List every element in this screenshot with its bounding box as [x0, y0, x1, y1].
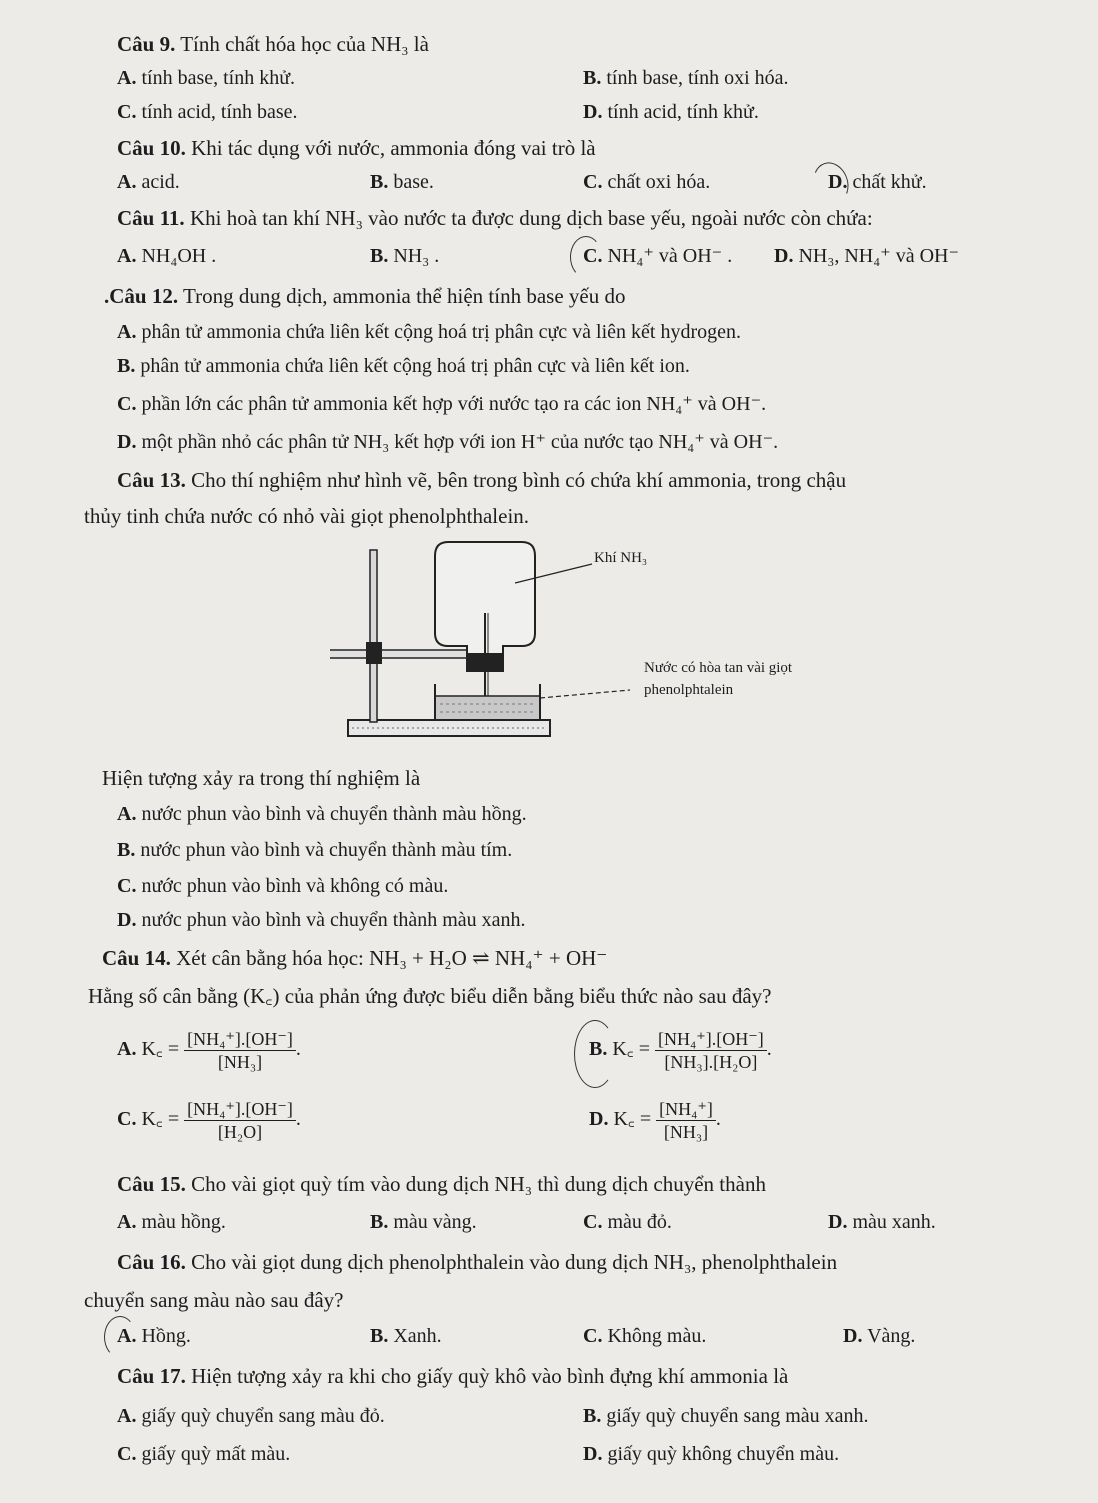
- water-label-line1: Nước có hòa tan vài giọt: [644, 660, 793, 676]
- q14-option-b[interactable]: B. K꜀ = $\frac{\text{[NH₄⁺].[OH⁻]}}{\text{[NH₃].[H₂O]}}$ .: [589, 1029, 772, 1072]
- q9-option-a[interactable]: [117, 64, 295, 92]
- q11-option-d[interactable]: [774, 242, 959, 270]
- fraction-denominator: [H₂O]: [217, 1122, 263, 1142]
- q9-option-d[interactable]: [583, 98, 759, 126]
- option-label: C.: [583, 245, 603, 267]
- question-12-title: .Câu 12.: [104, 284, 179, 308]
- option-label: B.: [370, 171, 389, 193]
- question-17-title: Câu 17.: [117, 1364, 186, 1388]
- option-label: B.: [370, 245, 389, 267]
- option-label: C.: [583, 1325, 603, 1347]
- q15-option-d[interactable]: [828, 1208, 936, 1236]
- question-17: [117, 1362, 788, 1390]
- option-text: phần lớn các phân tử ammonia kết hợp với nước tạo ra các ion NH₄⁺ và OH⁻.: [141, 393, 767, 415]
- option-label: B.: [589, 1038, 608, 1061]
- option-text: Hồng.: [141, 1325, 191, 1347]
- question-16-text-line1: Cho vài giọt dung dịch phenolphthalein vào dung dịch NH₃, phenolphthalein: [191, 1250, 838, 1274]
- question-10-text: Khi tác dụng với nước, ammonia đóng vai trò là: [191, 136, 596, 160]
- option-text: nước phun vào bình và chuyển thành màu tím.: [140, 839, 513, 861]
- experiment-figure: [330, 538, 830, 748]
- option-text: nước phun vào bình và chuyển thành màu xanh.: [141, 909, 526, 931]
- q17-option-d[interactable]: [583, 1440, 839, 1468]
- question-9-title: Câu 9.: [117, 32, 176, 56]
- option-label: D.: [583, 101, 603, 123]
- q12-option-c[interactable]: [117, 390, 766, 418]
- option-label: D.: [117, 909, 137, 931]
- q9-option-c[interactable]: [117, 98, 298, 126]
- option-fraction: [655, 1028, 767, 1073]
- q13-option-d[interactable]: [117, 906, 526, 934]
- option-lhs: K꜀ =: [141, 1108, 180, 1131]
- q11-option-b[interactable]: [370, 242, 439, 270]
- q16-option-d[interactable]: [843, 1322, 915, 1350]
- question-16: [117, 1248, 837, 1276]
- q17-option-c[interactable]: [117, 1440, 290, 1468]
- option-text: Xanh.: [393, 1325, 442, 1347]
- q12-option-d[interactable]: [117, 428, 778, 456]
- option-label: D.: [828, 1211, 848, 1233]
- option-text: acid.: [141, 171, 180, 193]
- stand-rod: [370, 550, 377, 722]
- question-14-title: Câu 14.: [102, 946, 171, 970]
- option-label: A.: [117, 1038, 137, 1061]
- question-12-text: Trong dung dịch, ammonia thể hiện tính base yếu do: [182, 284, 626, 308]
- option-fraction: [184, 1098, 296, 1143]
- stopper: [466, 654, 504, 672]
- option-label: D.: [589, 1108, 609, 1131]
- q15-option-a[interactable]: [117, 1208, 226, 1236]
- option-text: nước phun vào bình và chuyển thành màu hồng.: [141, 803, 527, 825]
- option-label: B.: [117, 839, 136, 861]
- option-text: Không màu.: [607, 1325, 707, 1347]
- option-lhs: K꜀ =: [613, 1108, 652, 1131]
- option-text: NH₃, NH₄⁺ và OH⁻: [798, 245, 960, 267]
- q9-option-b[interactable]: [583, 64, 789, 92]
- option-label: D.: [828, 171, 848, 193]
- option-text: nước phun vào bình và không có màu.: [141, 875, 449, 897]
- option-fraction: [184, 1028, 296, 1073]
- question-16-line2: chuyển sang màu nào sau đây?: [84, 1288, 344, 1312]
- q15-option-b[interactable]: [370, 1208, 477, 1236]
- option-label: B.: [583, 1405, 602, 1427]
- answer-mark-q14: [574, 1020, 616, 1088]
- option-text: NH₃ .: [393, 245, 440, 267]
- question-14-text: Xét cân bằng hóa học: NH₃ + H₂O ⇌ NH₄⁺ + OH⁻: [176, 946, 608, 970]
- option-text: giấy quỳ mất màu.: [141, 1443, 291, 1465]
- option-text: NH₄OH .: [141, 245, 217, 267]
- question-14-text2: Hằng số cân bằng (K꜀) của phản ứng được biểu diễn bằng biểu thức nào sau đây?: [88, 984, 772, 1008]
- option-lhs: K꜀ =: [141, 1038, 180, 1061]
- option-label: B.: [370, 1211, 389, 1233]
- question-13-prompt: Hiện tượng xảy ra trong thí nghiệm là: [102, 766, 421, 790]
- fraction-numerator: [NH₄⁺].[OH⁻]: [184, 1028, 296, 1051]
- option-label: C.: [117, 1108, 137, 1131]
- option-label: C.: [117, 875, 137, 897]
- option-text: màu vàng.: [393, 1211, 477, 1233]
- option-label: C.: [583, 1211, 603, 1233]
- option-label: A.: [117, 67, 137, 89]
- option-text: tính base, tính oxi hóa.: [606, 67, 789, 89]
- option-text: giấy quỳ không chuyển màu.: [607, 1443, 840, 1465]
- fraction-denominator: [NH₃].[H₂O]: [664, 1052, 758, 1072]
- question-15-text: Cho vài giọt quỳ tím vào dung dịch NH₃ thì dung dịch chuyển thành: [191, 1172, 766, 1196]
- q14-option-a[interactable]: A. K꜀ = $\frac{\text{[NH₄⁺].[OH⁻]}}{\text{[NH₃]}}$ .: [117, 1029, 301, 1072]
- question-12: [104, 282, 625, 310]
- option-label: D.: [117, 431, 137, 453]
- option-text: NH₄⁺ và OH⁻ .: [607, 245, 733, 267]
- option-text: giấy quỳ chuyển sang màu xanh.: [606, 1405, 869, 1427]
- question-13-text-line1: Cho thí nghiệm như hình vẽ, bên trong bình có chứa khí ammonia, trong chậu: [191, 468, 847, 492]
- gas-label: Khí NH₃: [594, 550, 648, 566]
- option-label: B.: [117, 355, 136, 377]
- q10-option-a[interactable]: [117, 168, 180, 196]
- fraction-denominator: [NH₃]: [217, 1052, 263, 1072]
- option-label: A.: [117, 321, 137, 343]
- option-text: tính base, tính khử.: [141, 67, 296, 89]
- option-label: C.: [117, 101, 137, 123]
- option-text: phân tử ammonia chứa liên kết cộng hoá trị phân cực và liên kết hydrogen.: [141, 321, 742, 343]
- option-text: base.: [393, 171, 434, 193]
- question-15-title: Câu 15.: [117, 1172, 186, 1196]
- answer-mark-q16: [104, 1316, 136, 1358]
- question-13: [117, 466, 846, 494]
- q14-option-c[interactable]: C. K꜀ = $\frac{\text{[NH₄⁺].[OH⁻]}}{\text{[H₂O]}}$ .: [117, 1099, 301, 1142]
- option-text: Vàng.: [867, 1325, 916, 1347]
- option-label: A.: [117, 803, 137, 825]
- option-text: chất oxi hóa.: [607, 171, 711, 193]
- fraction-numerator: [NH₄⁺].[OH⁻]: [655, 1028, 767, 1051]
- q15-option-c[interactable]: [583, 1208, 672, 1236]
- trough-water: [436, 696, 539, 719]
- q13-option-a[interactable]: [117, 800, 527, 828]
- question-10: [117, 134, 596, 162]
- q13-option-b[interactable]: [117, 836, 512, 864]
- option-text: màu đỏ.: [607, 1211, 672, 1233]
- option-label: C.: [117, 1443, 137, 1465]
- question-16-title: Câu 16.: [117, 1250, 186, 1274]
- option-text: phân tử ammonia chứa liên kết cộng hoá trị phân cực và liên kết ion.: [140, 355, 690, 377]
- question-9: [117, 30, 429, 58]
- option-label: A.: [117, 1325, 137, 1347]
- question-15: [117, 1170, 766, 1198]
- question-11-title: Câu 11.: [117, 206, 185, 230]
- q11-option-c[interactable]: [583, 242, 732, 270]
- q10-option-b[interactable]: [370, 168, 434, 196]
- option-label: A.: [117, 245, 137, 267]
- option-text: một phần nhỏ các phân tử NH₃ kết hợp với ion H⁺ của nước tạo NH₄⁺ và OH⁻.: [141, 431, 779, 453]
- option-label: C.: [583, 171, 603, 193]
- option-label: D.: [583, 1443, 603, 1465]
- q13-option-c[interactable]: [117, 872, 448, 900]
- fraction-numerator: [NH₄⁺]: [656, 1098, 716, 1121]
- option-label: D.: [843, 1325, 863, 1347]
- q10-option-c[interactable]: [583, 168, 710, 196]
- question-10-title: Câu 10.: [117, 136, 186, 160]
- stand-clamp: [366, 642, 382, 664]
- question-11-text: Khi hoà tan khí NH₃ vào nước ta được dung dịch base yếu, ngoài nước còn chứa:: [189, 206, 873, 230]
- option-text: màu xanh.: [852, 1211, 936, 1233]
- question-13-line2: thủy tinh chứa nước có nhỏ vài giọt phenolphthalein.: [84, 504, 530, 528]
- q14-option-d[interactable]: D. K꜀ = $\frac{\text{[NH₄⁺]}}{\text{[NH₃]}}$ .: [589, 1099, 721, 1142]
- option-label: A.: [117, 1211, 137, 1233]
- water-label-line2: phenolphtalein: [644, 682, 734, 698]
- question-14: [102, 944, 607, 972]
- option-label: A.: [117, 171, 137, 193]
- option-text: tính acid, tính base.: [141, 101, 298, 123]
- option-label: C.: [117, 393, 137, 415]
- answer-mark-q11: [570, 236, 602, 278]
- fraction-numerator: [NH₄⁺].[OH⁻]: [184, 1098, 296, 1121]
- q11-option-a[interactable]: [117, 242, 216, 270]
- option-label: A.: [117, 1405, 137, 1427]
- q16-option-c[interactable]: [583, 1322, 706, 1350]
- q12-option-a[interactable]: [117, 318, 741, 346]
- q17-option-b[interactable]: [583, 1402, 869, 1430]
- option-lhs: K꜀ =: [612, 1038, 650, 1061]
- fraction-denominator: [NH₃]: [663, 1122, 709, 1142]
- answer-mark-q10: [808, 157, 854, 208]
- q12-option-b[interactable]: [117, 352, 690, 380]
- question-11: [117, 204, 873, 232]
- option-text: tính acid, tính khử.: [607, 101, 759, 123]
- question-17-text: Hiện tượng xảy ra khi cho giấy quỳ khô vào bình đựng khí ammonia là: [191, 1364, 789, 1388]
- q17-option-a[interactable]: [117, 1402, 385, 1430]
- option-label: D.: [774, 245, 794, 267]
- option-fraction: [656, 1098, 716, 1143]
- q16-option-b[interactable]: [370, 1322, 442, 1350]
- question-9-text: Tính chất hóa học của NH₃ là: [180, 32, 429, 56]
- option-text: giấy quỳ chuyển sang màu đỏ.: [141, 1405, 385, 1427]
- option-label: B.: [583, 67, 602, 89]
- question-13-title: Câu 13.: [117, 468, 186, 492]
- option-label: B.: [370, 1325, 389, 1347]
- option-text: chất khử.: [852, 171, 927, 193]
- option-text: màu hồng.: [141, 1211, 226, 1233]
